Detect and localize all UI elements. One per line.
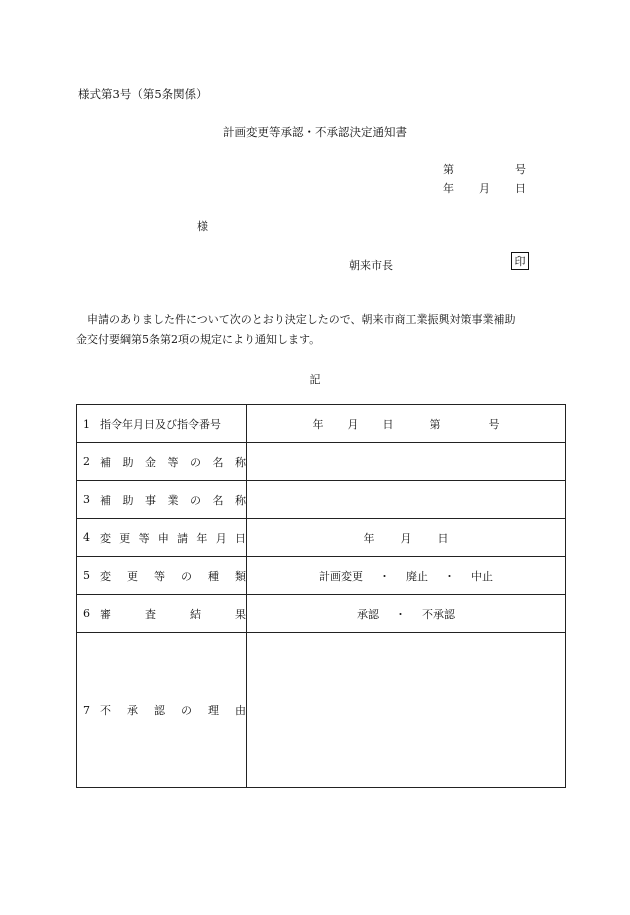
table-row: [77, 633, 566, 788]
row-label: [77, 405, 247, 443]
seal-stamp-mark: 印: [511, 252, 529, 270]
row-label: [77, 633, 247, 788]
row-label: [77, 519, 247, 557]
row-value[interactable]: [247, 633, 566, 788]
detail-table: [76, 404, 566, 788]
issue-date-month: 月: [479, 182, 490, 195]
row-value[interactable]: [247, 481, 566, 519]
row-label-text: 変 更 等 申 請 年 月 日: [100, 531, 246, 545]
row-number: 6: [83, 607, 90, 620]
row-number: 5: [83, 569, 90, 582]
body-line-1: 申請のありました件について次のとおり決定したので、朝来市商工業振興対策事業補助: [87, 313, 516, 326]
row-value[interactable]: 年 月 日 第 号: [247, 405, 566, 443]
row-label-text: 変 更 等 の 種 類: [100, 569, 246, 583]
row-number: 3: [83, 493, 90, 506]
document-title: 計画変更等承認・不承認決定通知書: [223, 125, 407, 139]
row-value[interactable]: [247, 443, 566, 481]
row-label-text: 補 助 事 業 の 名 称: [100, 493, 246, 507]
row-label-text: 審 査 結 果: [100, 607, 246, 621]
row-label-text: 指令年月日及び指令番号: [100, 417, 221, 431]
issue-date-year: 年: [443, 182, 454, 195]
row-number: 7: [83, 703, 90, 717]
recipient-honorific: 様: [197, 220, 208, 233]
table-row: [77, 557, 566, 595]
table-row: [77, 595, 566, 633]
form-number: 様式第3号（第5条関係）: [78, 87, 208, 101]
row-label-text: 補 助 金 等 の 名 称: [100, 455, 246, 469]
row-label: [77, 443, 247, 481]
issue-number-suffix: 号: [515, 163, 526, 176]
issuer-name: 朝来市長: [349, 259, 393, 272]
ki-heading: 記: [309, 373, 321, 386]
row-label: [77, 595, 247, 633]
row-number: 1: [83, 417, 90, 431]
row-label: [77, 557, 247, 595]
row-value[interactable]: 年 月 日: [247, 519, 566, 557]
table-row: [77, 405, 566, 443]
table-row: [77, 519, 566, 557]
row-value[interactable]: 計画変更 ・ 廃止 ・ 中止: [247, 557, 566, 595]
issue-number-label: 第: [443, 163, 454, 176]
body-line-2: 金交付要綱第5条第2項の規定により通知します。: [76, 333, 321, 346]
table-row: [77, 481, 566, 519]
row-number: 2: [83, 455, 90, 468]
table-row: [77, 443, 566, 481]
row-label-text: 不 承 認 の 理 由: [100, 704, 246, 717]
row-label: [77, 481, 247, 519]
body-paragraph: [76, 310, 558, 350]
row-number: 4: [83, 531, 90, 544]
issue-date-day: 日: [515, 182, 526, 195]
row-value[interactable]: 承認 ・ 不承認: [247, 595, 566, 633]
